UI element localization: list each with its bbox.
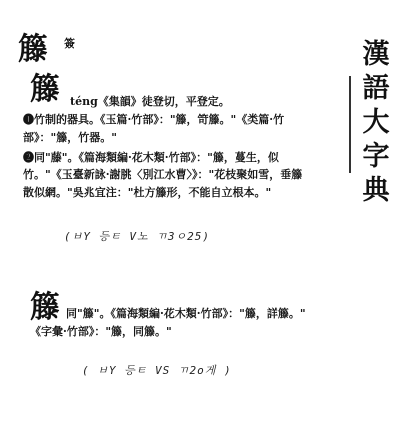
entry2-handwritten-note: ( ㅂY 등ㅌ VS ㄲ2o게 )	[82, 364, 232, 377]
title-char: 大	[362, 107, 390, 138]
title-char: 漢	[362, 39, 390, 70]
entry1-sense2-line2: 竹。"《玉臺新詠·謝朓〈別江水曹〉》："花枝聚如雪，垂籐	[23, 168, 303, 181]
entry1-sense1-line1: ❶竹制的器具。《玉篇·竹部》："籐，笴籐。"《类篇·竹	[23, 113, 285, 126]
entry1-handwritten-note: (ㅂY 등ㅌ V노 ㄲ3ㅇ25)	[64, 230, 210, 243]
title-char: 典	[362, 175, 390, 206]
entry1-sense2-line3: 散似網。"吳兆宜注："杜方籐形，不能自立根本。"	[23, 186, 272, 199]
page-headword-small: 簽	[64, 37, 75, 50]
entry1-pronunciation: téng《集韻》徒登切，平登定。	[70, 95, 230, 108]
entry2-character: 籐	[30, 290, 60, 325]
entry2-line2: 《字彙·竹部》："籐，同籐。"	[30, 325, 172, 338]
entry1-character: 籐	[30, 72, 60, 107]
title-char: 字	[362, 141, 390, 172]
dictionary-title	[358, 38, 394, 208]
entry2-line1: 同"籐"。《篇海類編·花木類·竹部》："籐，詳籐。"	[66, 307, 306, 320]
title-char: 語	[362, 73, 390, 104]
entry1-sense2-line1: ❷同"藤"。《篇海類編·花木類·竹部》："籐，蔓生，似	[23, 151, 279, 164]
entry1-sense1-line2: 部》："籐，竹器。"	[23, 131, 117, 144]
title-divider	[349, 76, 351, 173]
page-headword: 籐	[18, 32, 48, 67]
